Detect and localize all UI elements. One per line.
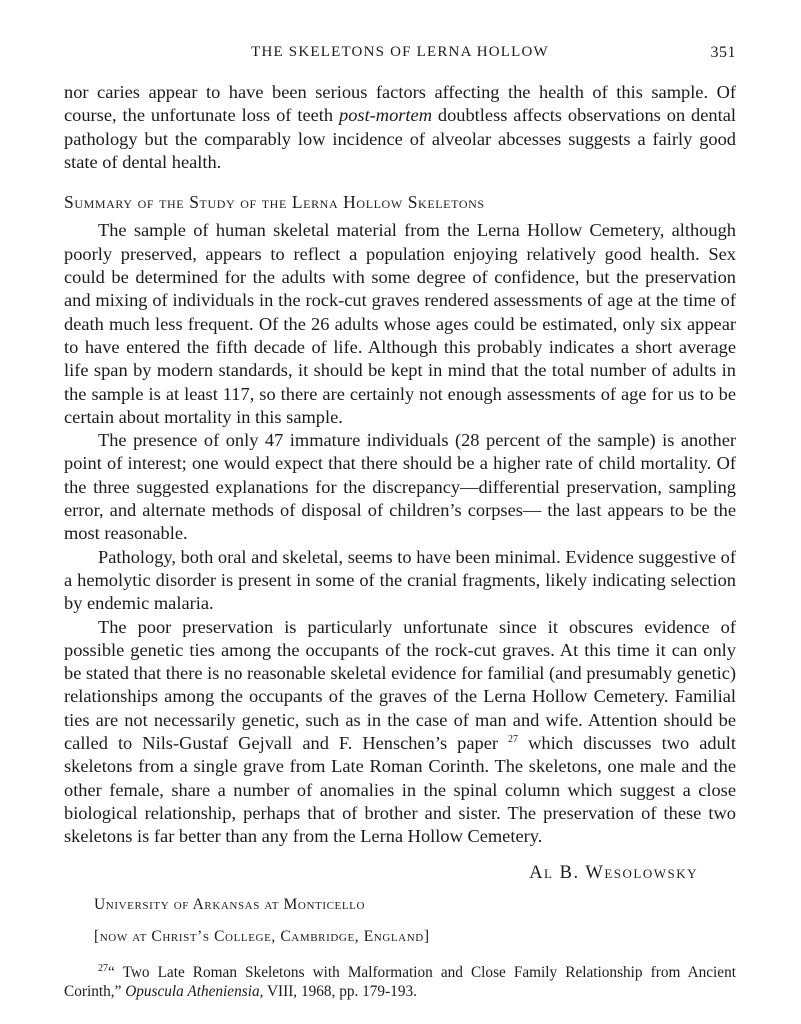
body-paragraph: The sample of human skeletal material from the Lerna Hollow Cemetery, although poorly preserved, appears to reflect a population enjoying relatively good health. Sex could be determined for the adults with some degree of confidence, but the preservation and mixing of individuals in the rock-cut graves rendered assessments of age at the time of death much less frequent. Of the 26 adults whose ages could be estimated, only six appear to have entered the fifth decade of life. Although this probably indicates a short average life span by modern standards, it should be kept in mind that the total number of adults in the sample is at least 117, so there are certainly not enough assessments of age for us to be certain about mortality in this sample. (64, 220, 736, 427)
body-paragraph (64, 616, 736, 849)
body-paragraph: Pathology, both oral and skeletal, seems to have been minimal. Evidence suggestive of a hemolytic disorder is present in some of the cranial fragments, likely indicating selection by endemic malaria. (64, 546, 736, 614)
body-paragraph: The presence of only 47 immature individuals (28 percent of the sample) is another point of interest; one would expect that there should be a higher rate of child mortality. Of the three suggested explanations for the discrepancy—differential preservation, sampling error, and alternate methods of disposal of children’s corpses— the last appears to be the most reasonable. (64, 430, 736, 544)
page-number: 351 (710, 44, 736, 61)
footnote-text (64, 963, 736, 1001)
paragraph-text: which discusses two adult skeletons from a single grave from Late Roman Corinth. The skeletons, one male and the other female, share a number of anomalies in the spinal column which suggest a close biological relationship, perhaps that of brother and sister. The preservation of these two skeletons is far better than any from the Lerna Hollow Cemetery. (64, 733, 736, 847)
paragraph-text: The poor preservation is particularly unfortunate since it obscures evidence of possible genetic ties among the occupants of the rock-cut graves. At this time it can only be stated that there is no reasonable skeletal evidence for familial (and presumably genetic) relationships among the occupants of the graves of the Lerna Hollow Cemetery. Familial ties are not necessarily genetic, such as in the case of man and wife. Attention should be called to Nils-Gustaf Gejvall and F. Henschen’s paper (64, 616, 736, 754)
footnote-number: 27 (98, 963, 108, 975)
running-title: THE SKELETONS OF LERNA HOLLOW (251, 44, 549, 60)
footnote-journal: Opuscula Atheniensia, (125, 983, 264, 1001)
author-affiliation: University of Arkansas at Monticello (94, 895, 366, 913)
section-heading: Summary of the Study of the Lerna Hollow Skeletons (64, 192, 485, 213)
body-paragraph (64, 81, 736, 174)
author-signature: Al B. Wesolowsky (529, 862, 698, 883)
running-header (64, 44, 736, 68)
footnote-citation: “ Two Late Roman Skeletons with Malformation and Close Family Relationship from Ancient Corinth,” (64, 964, 736, 1001)
italic-term: post-mortem (339, 105, 432, 126)
author-affiliation-current: [now at Christ’s College, Cambridge, England] (94, 928, 430, 946)
article-body (64, 81, 736, 1001)
paragraph-text: nor caries appear to have been serious factors affecting the health of this sample. Of course, the unfortunate loss of teeth (64, 82, 736, 126)
footnote-details: VIII, 1968, pp. 179-193. (263, 983, 417, 1001)
footnote-reference: 27 (508, 733, 519, 745)
footnote (64, 963, 736, 1001)
paragraph-text: doubtless affects observations on dental pathology but the comparably low incidence of alveolar abcesses suggests a fairly good state of dental health. (64, 105, 736, 172)
